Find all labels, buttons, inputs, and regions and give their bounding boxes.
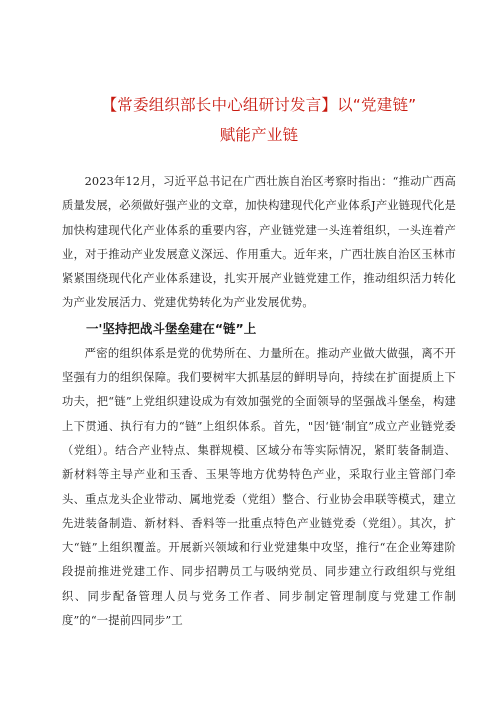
section-1-heading: 一'坚持把战斗堡垒建在“链”上 xyxy=(86,320,257,336)
section-1-paragraph: 严密的组织体系是党的优势所在、力量所在。推动产业做大做强，离不开坚强有力的组织保障。我们要树牢大抓基层的鲜明导向，持续在扩面提质上下功夫，把“链”上党组织建设成为有效加强党的全面领导的坚强战斗堡垒，构建上下贯通、执行有力的“链”上组织体系。首先，"因‘链‘制宜”成立产业链党委（党组）。结合产业特点、集群规模、区域分布等实际情况，紧盯装备制造、新材料等主导产业和玉香、玉果等地方优势特色产业，采取行业主管部门牵头、重点龙头企业带动、属地党委（党组）整合、行业协会串联等模式，建立先进装备制造、新材料、香料等一批重点特色产业链党委（党组）。其次，扩大“链”上组织覆盖。开展新兴领域和行业党建集中攻坚，推行“在企业筹建阶段提前推进党建工作、同步招聘员工与吸纳党员、同步建立行政组织与党组织、同步配备管理人员与党务工作者、同步制定管理制度与党建工作制度”的“一提前四同步”工 xyxy=(62,346,456,628)
title-line-2: 赋能产业链 xyxy=(219,126,299,144)
document-title xyxy=(62,90,456,150)
intro-paragraph: 2023年12月，习近平总书记在广西壮族自治区考察时指出：“推动广西高质量发展，必须做好强产业的文章，加快构建现代化产业体系J产业链现代化是加快构建现代化产业体系的重要内容，产业链党建一头连着组织，一头连着产业，对于推动产业发展意义深远、作用重大。近年来，广西壮族自治区玉林市紧紧围绕现代化产业体系建设，扎实开展产业链党建工作，推动组织活力转化为产业发展活力、党建优势转化为产业发展优势。 xyxy=(62,175,456,310)
title-line-1: 【常委组织部长中心组研讨发言】以“党建链” xyxy=(101,96,417,114)
